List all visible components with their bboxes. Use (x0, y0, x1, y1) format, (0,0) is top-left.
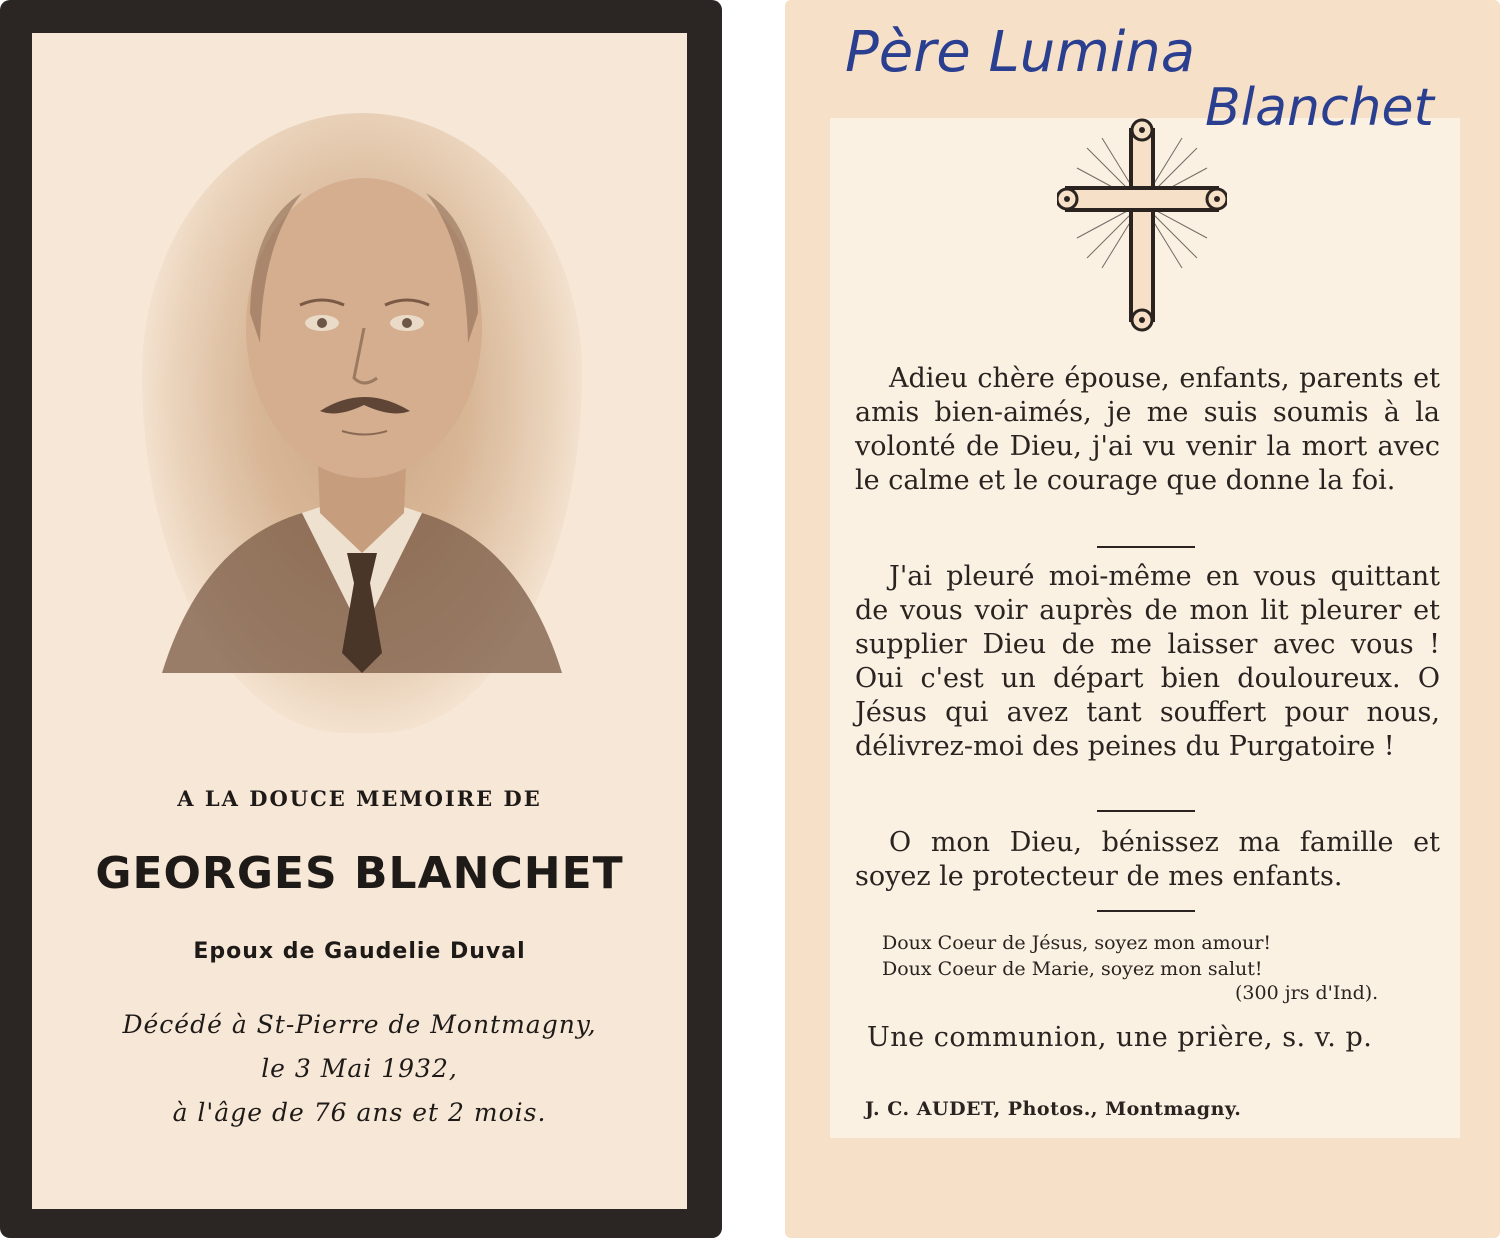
prayer-line: Doux Coeur de Marie, soyez mon salut! (882, 958, 1263, 980)
death-line: le 3 Mai 1932, (261, 1054, 458, 1083)
farewell-paragraph: Adieu chère épouse, enfants, parents et amis bien-aimés, je me suis soumis à la volonté de Dieu, j'ai vu venir la mort avec le calme et le courage que donne la foi. (855, 363, 1440, 496)
divider (1097, 810, 1195, 812)
death-line: à l'âge de 76 ans et 2 mois. (172, 1098, 547, 1127)
blessing-paragraph: O mon Dieu, bénissez ma famille et soyez le protecteur de mes enfants. (855, 827, 1440, 892)
handwritten-note-line: Père Lumina (845, 20, 1196, 85)
cross-icon (1057, 118, 1227, 333)
spouse-line: Epoux de Gaudelie Duval (193, 939, 526, 964)
prayer-line: Doux Coeur de Jésus, soyez mon amour! (882, 932, 1272, 954)
indulgence-note: (300 jrs d'Ind). (1235, 982, 1379, 1004)
divider (1097, 910, 1195, 912)
portrait-figure (142, 113, 582, 733)
memory-heading: A LA DOUCE MEMOIRE DE (177, 786, 542, 811)
death-line: Décédé à St-Pierre de Montmagny, (122, 1010, 597, 1039)
front-card-paper (32, 33, 687, 1209)
front-card (0, 0, 722, 1238)
communion-request: Une communion, une prière, s. v. p. (867, 1022, 1373, 1053)
deceased-name: GEORGES BLANCHET (95, 848, 624, 899)
portrait-photo (142, 113, 582, 733)
prayer-paragraph: J'ai pleuré moi-même en vous quittant de vous voir auprès de mon lit pleurer et supplier Dieu de me laisser avec vous ! Oui c'est un départ bien douloureux. O Jésus qui avez tant souffert pour nous, délivrez-moi des peines du Purgatoire ! (855, 561, 1440, 762)
photographer-credit: J. C. AUDET, Photos., Montmagny. (865, 1098, 1242, 1120)
handwritten-note-line: Blanchet (1205, 78, 1434, 138)
back-card (785, 0, 1500, 1238)
death-details (32, 1003, 687, 1135)
divider (1097, 546, 1195, 548)
